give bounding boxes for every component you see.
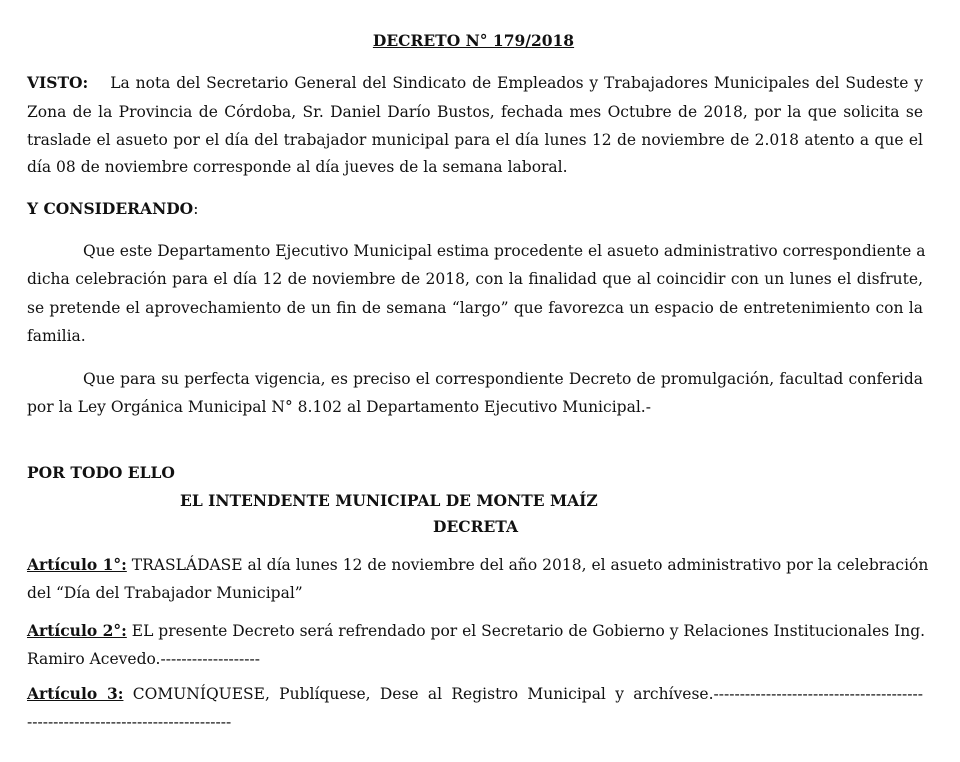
considerando-p1-line-1: Que este Departamento Ejecutivo Municipal estima procedente el asueto administrativo correspondiente a <box>83 242 926 260</box>
considerando-p2-line-2: por la Ley Orgánica Municipal N° 8.102 al Departamento Ejecutivo Municipal.- <box>27 398 651 416</box>
considerando-p1-line-2: dicha celebración para el día 12 de noviembre de 2018, con la finalidad que al coincidir con un lunes el disfrute, <box>27 270 923 288</box>
article-2-label: Artículo 2°: <box>27 621 127 640</box>
considerando-p1-line-3: se pretende el aprovechamiento de un fin de semana “largo” que favorezca un espacio de entretenimiento con la <box>27 299 923 317</box>
article-1-line-1: Artículo 1°: TRASLÁDASE al día lunes 12 de noviembre del año 2018, el asueto administrativo por la celebración <box>27 555 929 574</box>
considerando-heading: Y CONSIDERANDO: <box>27 199 199 218</box>
article-2-line-2: Ramiro Acevedo.------------------- <box>27 650 260 668</box>
article-2-line-1: Artículo 2°: EL presente Decreto será refrendado por el Secretario de Gobierno y Relaciones Institucionales Ing. <box>27 621 926 640</box>
article-3-label: Artículo 3: <box>27 684 124 703</box>
visto-label: VISTO: <box>27 73 89 92</box>
considerando-p2-line-1: Que para su perfecta vigencia, es preciso el correspondiente Decreto de promulgación, facultad conferida <box>83 370 923 388</box>
por-todo-ello: POR TODO ELLO <box>27 463 175 482</box>
visto-line-4: día 08 de noviembre corresponde al día jueves de la semana laboral. <box>27 158 568 176</box>
article-3-line-2: --------------------------------------- <box>27 713 232 731</box>
decree-title: DECRETO N° 179/2018 <box>372 31 575 50</box>
article-1-line-2: del “Día del Trabajador Municipal” <box>27 584 303 602</box>
article-3-line-1: Artículo 3: COMUNÍQUESE, Publíquese, Dese al Registro Municipal y archívese.---------------------------------------- <box>27 684 923 703</box>
decreta-heading: DECRETA <box>433 517 519 536</box>
visto-line-3: traslade el asueto por el día del trabajador municipal para el día lunes 12 de noviembre de 2.018 atento a que el <box>27 131 923 149</box>
visto-line-2: Zona de la Provincia de Córdoba, Sr. Daniel Darío Bustos, fechada mes Octubre de 2018, por la que solicita se <box>27 103 923 121</box>
article-1-label: Artículo 1°: <box>27 555 127 574</box>
considerando-p1-line-4: familia. <box>27 327 86 345</box>
visto-line-1: VISTO: La nota del Secretario General del Sindicato de Empleados y Trabajadores Municipales del Sudeste y <box>27 73 923 92</box>
intendente-heading: EL INTENDENTE MUNICIPAL DE MONTE MAÍZ <box>180 491 598 510</box>
